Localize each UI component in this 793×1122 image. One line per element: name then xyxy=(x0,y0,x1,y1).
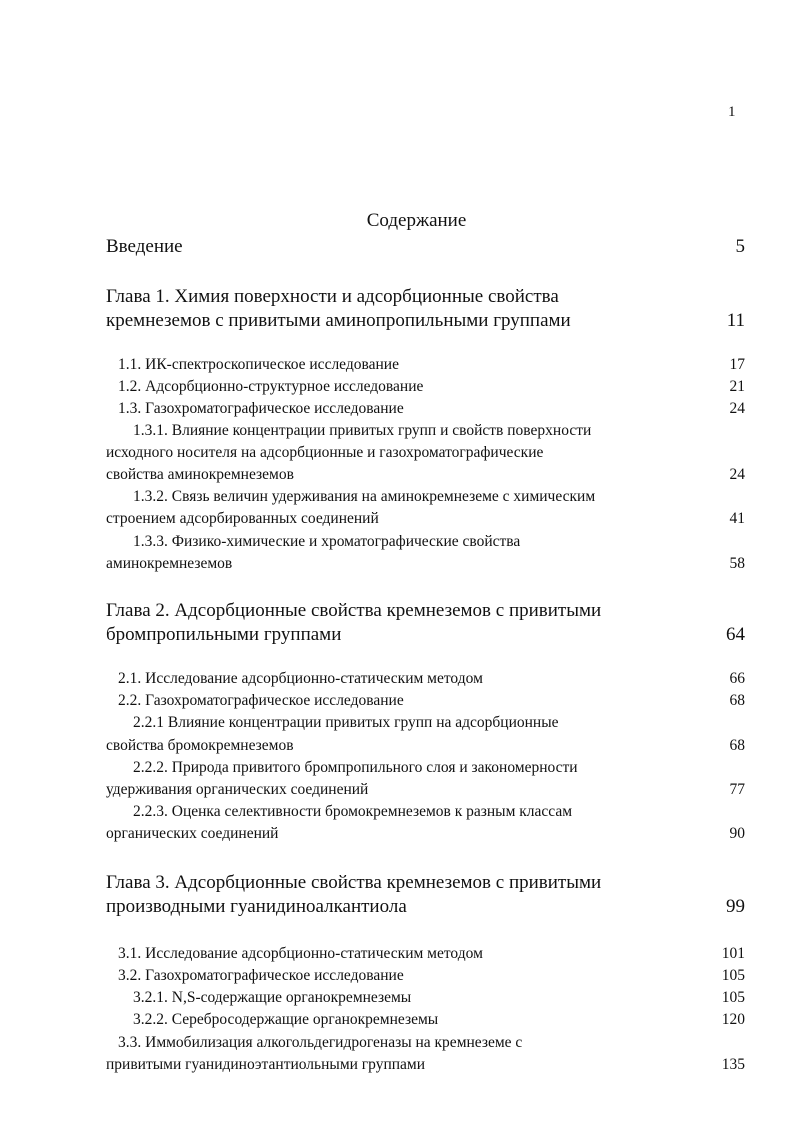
toc-entry-page-number: 99 xyxy=(726,896,745,917)
toc-entry-text: 1.3.3. Физико-химические и хроматографические свойства xyxy=(133,533,521,550)
toc-entry-page-number: 77 xyxy=(729,781,745,798)
toc-entry-page-number: 120 xyxy=(721,1011,745,1028)
toc-entry-page-number: 58 xyxy=(729,555,745,572)
page-number: 1 xyxy=(728,104,736,120)
toc-entry-text: Глава 3. Адсорбционные свойства кремнеземов с привитыми xyxy=(106,872,602,893)
toc-entry-page-number: 24 xyxy=(729,466,745,483)
toc-entry-text: органических соединений xyxy=(106,825,279,842)
toc-entry-page-number: 17 xyxy=(729,356,745,373)
toc-entry-text: 2.2. Газохроматографическое исследование xyxy=(118,692,404,709)
toc-entry-page-number: 21 xyxy=(729,378,745,395)
toc-entry-page-number: 5 xyxy=(735,236,745,257)
toc-entry-page-number: 135 xyxy=(721,1056,745,1073)
toc-entry-text: 2.2.2. Природа привитого бромпропильного слоя и закономерности xyxy=(133,759,578,776)
toc-entry-text: 1.3. Газохроматографическое исследование xyxy=(118,400,404,417)
toc-entry-text: 3.2.2. Серебросодержащие органокремнеземы xyxy=(133,1011,439,1028)
toc-entry-text: 3.2.1. N,S-содержащие органокремнеземы xyxy=(133,989,412,1006)
toc-entry-text: Глава 1. Химия поверхности и адсорбционные свойства xyxy=(106,286,559,307)
toc-entry-text: исходного носителя на адсорбционные и газохроматографические xyxy=(106,444,544,461)
toc-entry-page-number: 11 xyxy=(726,310,745,331)
toc-entry-page-number: 66 xyxy=(729,670,745,687)
toc-entry-text: аминокремнеземов xyxy=(106,555,233,572)
toc-entry-text: 1.3.2. Связь величин удерживания на аминокремнеземе с химическим xyxy=(133,488,596,505)
toc-entry-text: удерживания органических соединений xyxy=(106,781,369,798)
toc-entry-text: Введение xyxy=(106,236,183,257)
toc-title: Содержание xyxy=(366,210,467,231)
toc-entry-page-number: 41 xyxy=(729,510,745,527)
toc-entry-page-number: 68 xyxy=(729,737,745,754)
toc-entry-text: бромпропильными группами xyxy=(106,624,342,645)
toc-entry-text: строением адсорбированных соединений xyxy=(106,510,379,527)
toc-entry-text: Глава 2. Адсорбционные свойства кремнеземов с привитыми xyxy=(106,600,602,621)
toc-entry-page-number: 105 xyxy=(721,967,745,984)
toc-entry-page-number: 24 xyxy=(729,400,745,417)
toc-entry-text: 2.2.3. Оценка селективности бромокремнеземов к разным классам xyxy=(133,803,573,820)
toc-entry-text: кремнеземов с привитыми аминопропильными группами xyxy=(106,310,571,331)
toc-entry-text: 1.1. ИК-спектроскопическое исследование xyxy=(118,356,399,373)
toc-entry-text: свойства бромокремнеземов xyxy=(106,737,294,754)
toc-entry-text: 3.2. Газохроматографическое исследование xyxy=(118,967,404,984)
toc-entry-text: производными гуанидиноалкантиола xyxy=(106,896,407,917)
toc-entry-page-number: 105 xyxy=(721,989,745,1006)
toc-entry-text: привитыми гуанидиноэтантиольными группами xyxy=(106,1056,426,1073)
toc-entry-page-number: 68 xyxy=(729,692,745,709)
toc-entry-text: 1.3.1. Влияние концентрации привитых групп и свойств поверхности xyxy=(133,422,592,439)
toc-entry-text: 3.3. Иммобилизация алкогольдегидрогеназы на кремнеземе с xyxy=(118,1034,523,1051)
toc-entry-page-number: 90 xyxy=(729,825,745,842)
toc-entry-page-number: 64 xyxy=(726,624,745,645)
toc-entry-text: 1.2. Адсорбционно-структурное исследование xyxy=(118,378,424,395)
toc-entry-text: 2.1. Исследование адсорбционно-статическим методом xyxy=(118,670,483,687)
toc-entry-text: 2.2.1 Влияние концентрации привитых групп на адсорбционные xyxy=(133,714,559,731)
toc-entry-text: свойства аминокремнеземов xyxy=(106,466,294,483)
toc-entry-text: 3.1. Исследование адсорбционно-статическим методом xyxy=(118,945,483,962)
toc-entry-page-number: 101 xyxy=(721,945,745,962)
